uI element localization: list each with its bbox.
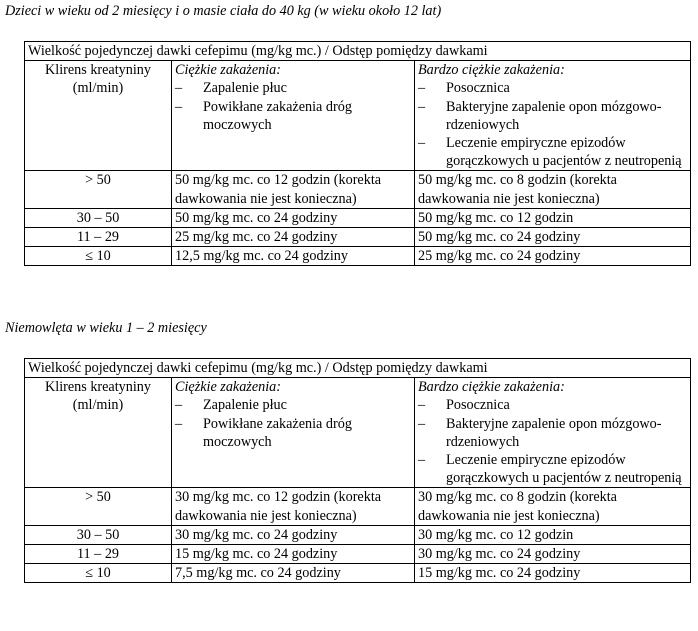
dash-icon: – — [175, 397, 183, 414]
severe-infections-cell — [172, 378, 415, 488]
table-row — [25, 564, 691, 583]
severe-dose: 50 mg/kg mc. co 12 godzin (korekta dawkowania nie jest konieczna) — [172, 171, 415, 208]
very-severe-infections-title: Bardzo ciężkie zakażenia: — [418, 62, 565, 79]
dash-icon: – — [175, 415, 183, 432]
very-severe-dose: 30 mg/kg mc. co 8 godzin (korekta dawkowania nie jest konieczna) — [415, 488, 691, 525]
category-row — [25, 61, 691, 171]
severe-dose: 25 mg/kg mc. co 24 godziny — [172, 228, 415, 247]
table-row — [25, 525, 691, 544]
severe-infections-cell — [172, 61, 415, 171]
list-item: – Zapalenie płuc — [175, 80, 287, 97]
severe-infections-list — [175, 79, 411, 134]
very-severe-dose: 30 mg/kg mc. co 12 godzin — [415, 525, 691, 544]
very-severe-infections-title: Bardzo ciężkie zakażenia: — [418, 379, 565, 396]
severe-dose: 30 mg/kg mc. co 24 godziny — [172, 525, 415, 544]
section-caption: Dzieci w wieku od 2 miesięcy i o masie ciała do 40 kg (w wieku około 12 lat) — [5, 3, 442, 19]
very-severe-infections-cell — [415, 378, 691, 488]
list-item: – Powikłane zakażenia dróg moczowych — [175, 98, 352, 133]
severe-dose: 12,5 mg/kg mc. co 24 godziny — [172, 247, 415, 266]
dash-icon: – — [175, 80, 183, 97]
clearance-value: > 50 — [25, 171, 172, 208]
clearance-value: 11 – 29 — [25, 545, 172, 564]
table-row — [25, 171, 691, 208]
severe-dose: 15 mg/kg mc. co 24 godziny — [172, 545, 415, 564]
table-row — [25, 545, 691, 564]
very-severe-dose: 50 mg/kg mc. co 8 godzin (korekta dawkowania nie jest konieczna) — [415, 171, 691, 208]
clearance-value: > 50 — [25, 488, 172, 525]
table-row — [25, 208, 691, 227]
list-item: – Leczenie empiryczne epizodów gorączkowych u pacjentów z neutropenią — [418, 135, 682, 170]
dash-icon: – — [175, 98, 183, 115]
list-item: – Posocznica — [418, 397, 510, 414]
table-header-row — [25, 42, 691, 61]
dash-icon: – — [418, 135, 426, 152]
dash-icon: – — [418, 397, 426, 414]
clearance-value: 30 – 50 — [25, 525, 172, 544]
dash-icon: – — [418, 80, 426, 97]
dash-icon: – — [418, 415, 426, 432]
very-severe-dose: 50 mg/kg mc. co 12 godzin — [415, 208, 691, 227]
table-header: Wielkość pojedynczej dawki cefepimu (mg/kg mc.) / Odstęp pomiędzy dawkami — [25, 359, 691, 378]
list-item: – Bakteryjne zapalenie opon mózgowo-rdzeniowych — [418, 415, 662, 450]
list-item: – Leczenie empiryczne epizodów gorączkowych u pacjentów z neutropenią — [418, 452, 682, 487]
very-severe-dose: 50 mg/kg mc. co 24 godziny — [415, 228, 691, 247]
list-item: – Bakteryjne zapalenie opon mózgowo-rdzeniowych — [418, 98, 662, 133]
severe-infections-title: Ciężkie zakażenia: — [175, 62, 281, 79]
table-header-row — [25, 359, 691, 378]
very-severe-infections-cell — [415, 61, 691, 171]
very-severe-dose: 30 mg/kg mc. co 24 godziny — [415, 545, 691, 564]
very-severe-dose: 15 mg/kg mc. co 24 godziny — [415, 564, 691, 583]
severe-infections-title: Ciężkie zakażenia: — [175, 379, 281, 396]
table-row — [25, 228, 691, 247]
very-severe-infections-list — [418, 396, 687, 487]
dash-icon: – — [418, 98, 426, 115]
table-row — [25, 488, 691, 525]
list-item: – Zapalenie płuc — [175, 397, 287, 414]
dosage-table-children — [24, 41, 691, 266]
list-item: – Posocznica — [418, 80, 510, 97]
severe-dose: 50 mg/kg mc. co 24 godziny — [172, 208, 415, 227]
clearance-label: Klirens kreatyniny (ml/min) — [25, 61, 172, 171]
dash-icon: – — [418, 452, 426, 469]
dosage-table-infants — [24, 358, 691, 583]
very-severe-dose: 25 mg/kg mc. co 24 godziny — [415, 247, 691, 266]
table-row — [25, 247, 691, 266]
category-row — [25, 378, 691, 488]
table-header: Wielkość pojedynczej dawki cefepimu (mg/kg mc.) / Odstęp pomiędzy dawkami — [25, 42, 691, 61]
severe-infections-list — [175, 396, 411, 451]
clearance-label: Klirens kreatyniny (ml/min) — [25, 378, 172, 488]
severe-dose: 30 mg/kg mc. co 12 godzin (korekta dawkowania nie jest konieczna) — [172, 488, 415, 525]
clearance-value: ≤ 10 — [25, 247, 172, 266]
very-severe-infections-list — [418, 79, 687, 170]
severe-dose: 7,5 mg/kg mc. co 24 godziny — [172, 564, 415, 583]
clearance-value: 11 – 29 — [25, 228, 172, 247]
clearance-value: ≤ 10 — [25, 564, 172, 583]
list-item: – Powikłane zakażenia dróg moczowych — [175, 415, 352, 450]
clearance-value: 30 – 50 — [25, 208, 172, 227]
section-caption: Niemowlęta w wieku 1 – 2 miesięcy — [5, 320, 207, 336]
